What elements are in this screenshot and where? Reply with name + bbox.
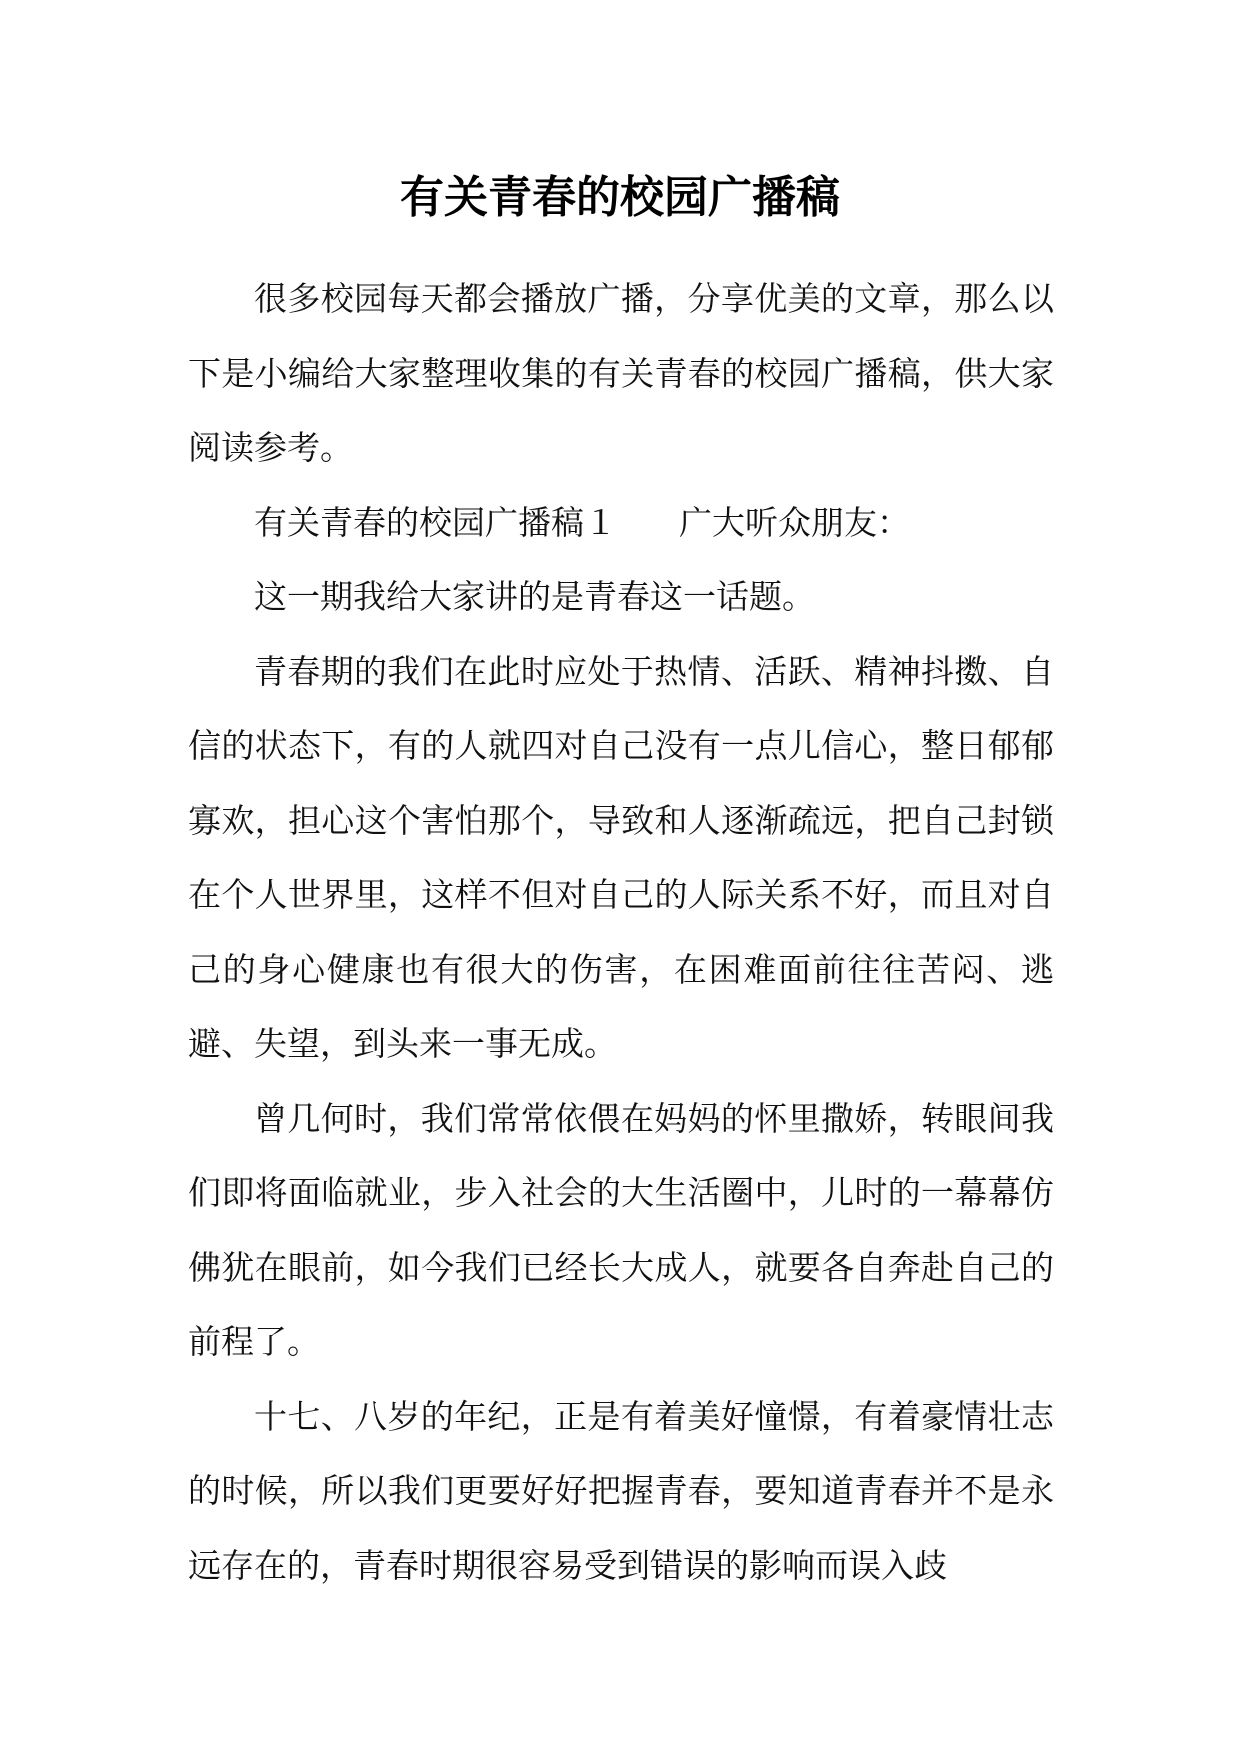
greeting: 广大听众朋友：: [679, 502, 910, 542]
body-paragraph-1: 这一期我给大家讲的是青春这一话题。: [254, 577, 815, 616]
document-body: [188, 262, 1054, 1603]
document-title: 有关青春的校园广播稿: [400, 172, 840, 223]
body-paragraph-4: 十七、八岁的年纪，正是有着美好憧憬，有着豪情壮志的时候，所以我们更要好好把握青春，要知道青春并不是永远存在的，青春时期很容易受到错误的影响而误入歧: [188, 1396, 1054, 1585]
section-heading: 有关青春的校园广播稿１: [254, 502, 617, 542]
intro-paragraph: 很多校园每天都会播放广播，分享优美的文章，那么以下是小编给大家整理收集的有关青春的校园广播稿，供大家阅读参考。: [188, 279, 1054, 467]
section-heading-line: [188, 486, 1054, 561]
body-paragraph-2: 青春期的我们在此时应处于热情、活跃、精神抖擞、自信的状态下，有的人就四对自己没有一点儿信心，整日郁郁寡欢，担心这个害怕那个，导致和人逐渐疏远，把自己封锁在个人世界里，这样不但对自己的人际关系不好，而且对自己的身心健康也有很大的伤害，在困难面前往往苦闷、逃避、失望，到头来一事无成。: [188, 651, 1054, 1063]
body-paragraph-3: 曾几何时，我们常常依偎在妈妈的怀里撒娇，转眼间我们即将面临就业，步入社会的大生活圈中，儿时的一幕幕仿佛犹在眼前，如今我们已经长大成人，就要各自奔赴自己的前程了。: [188, 1098, 1054, 1361]
